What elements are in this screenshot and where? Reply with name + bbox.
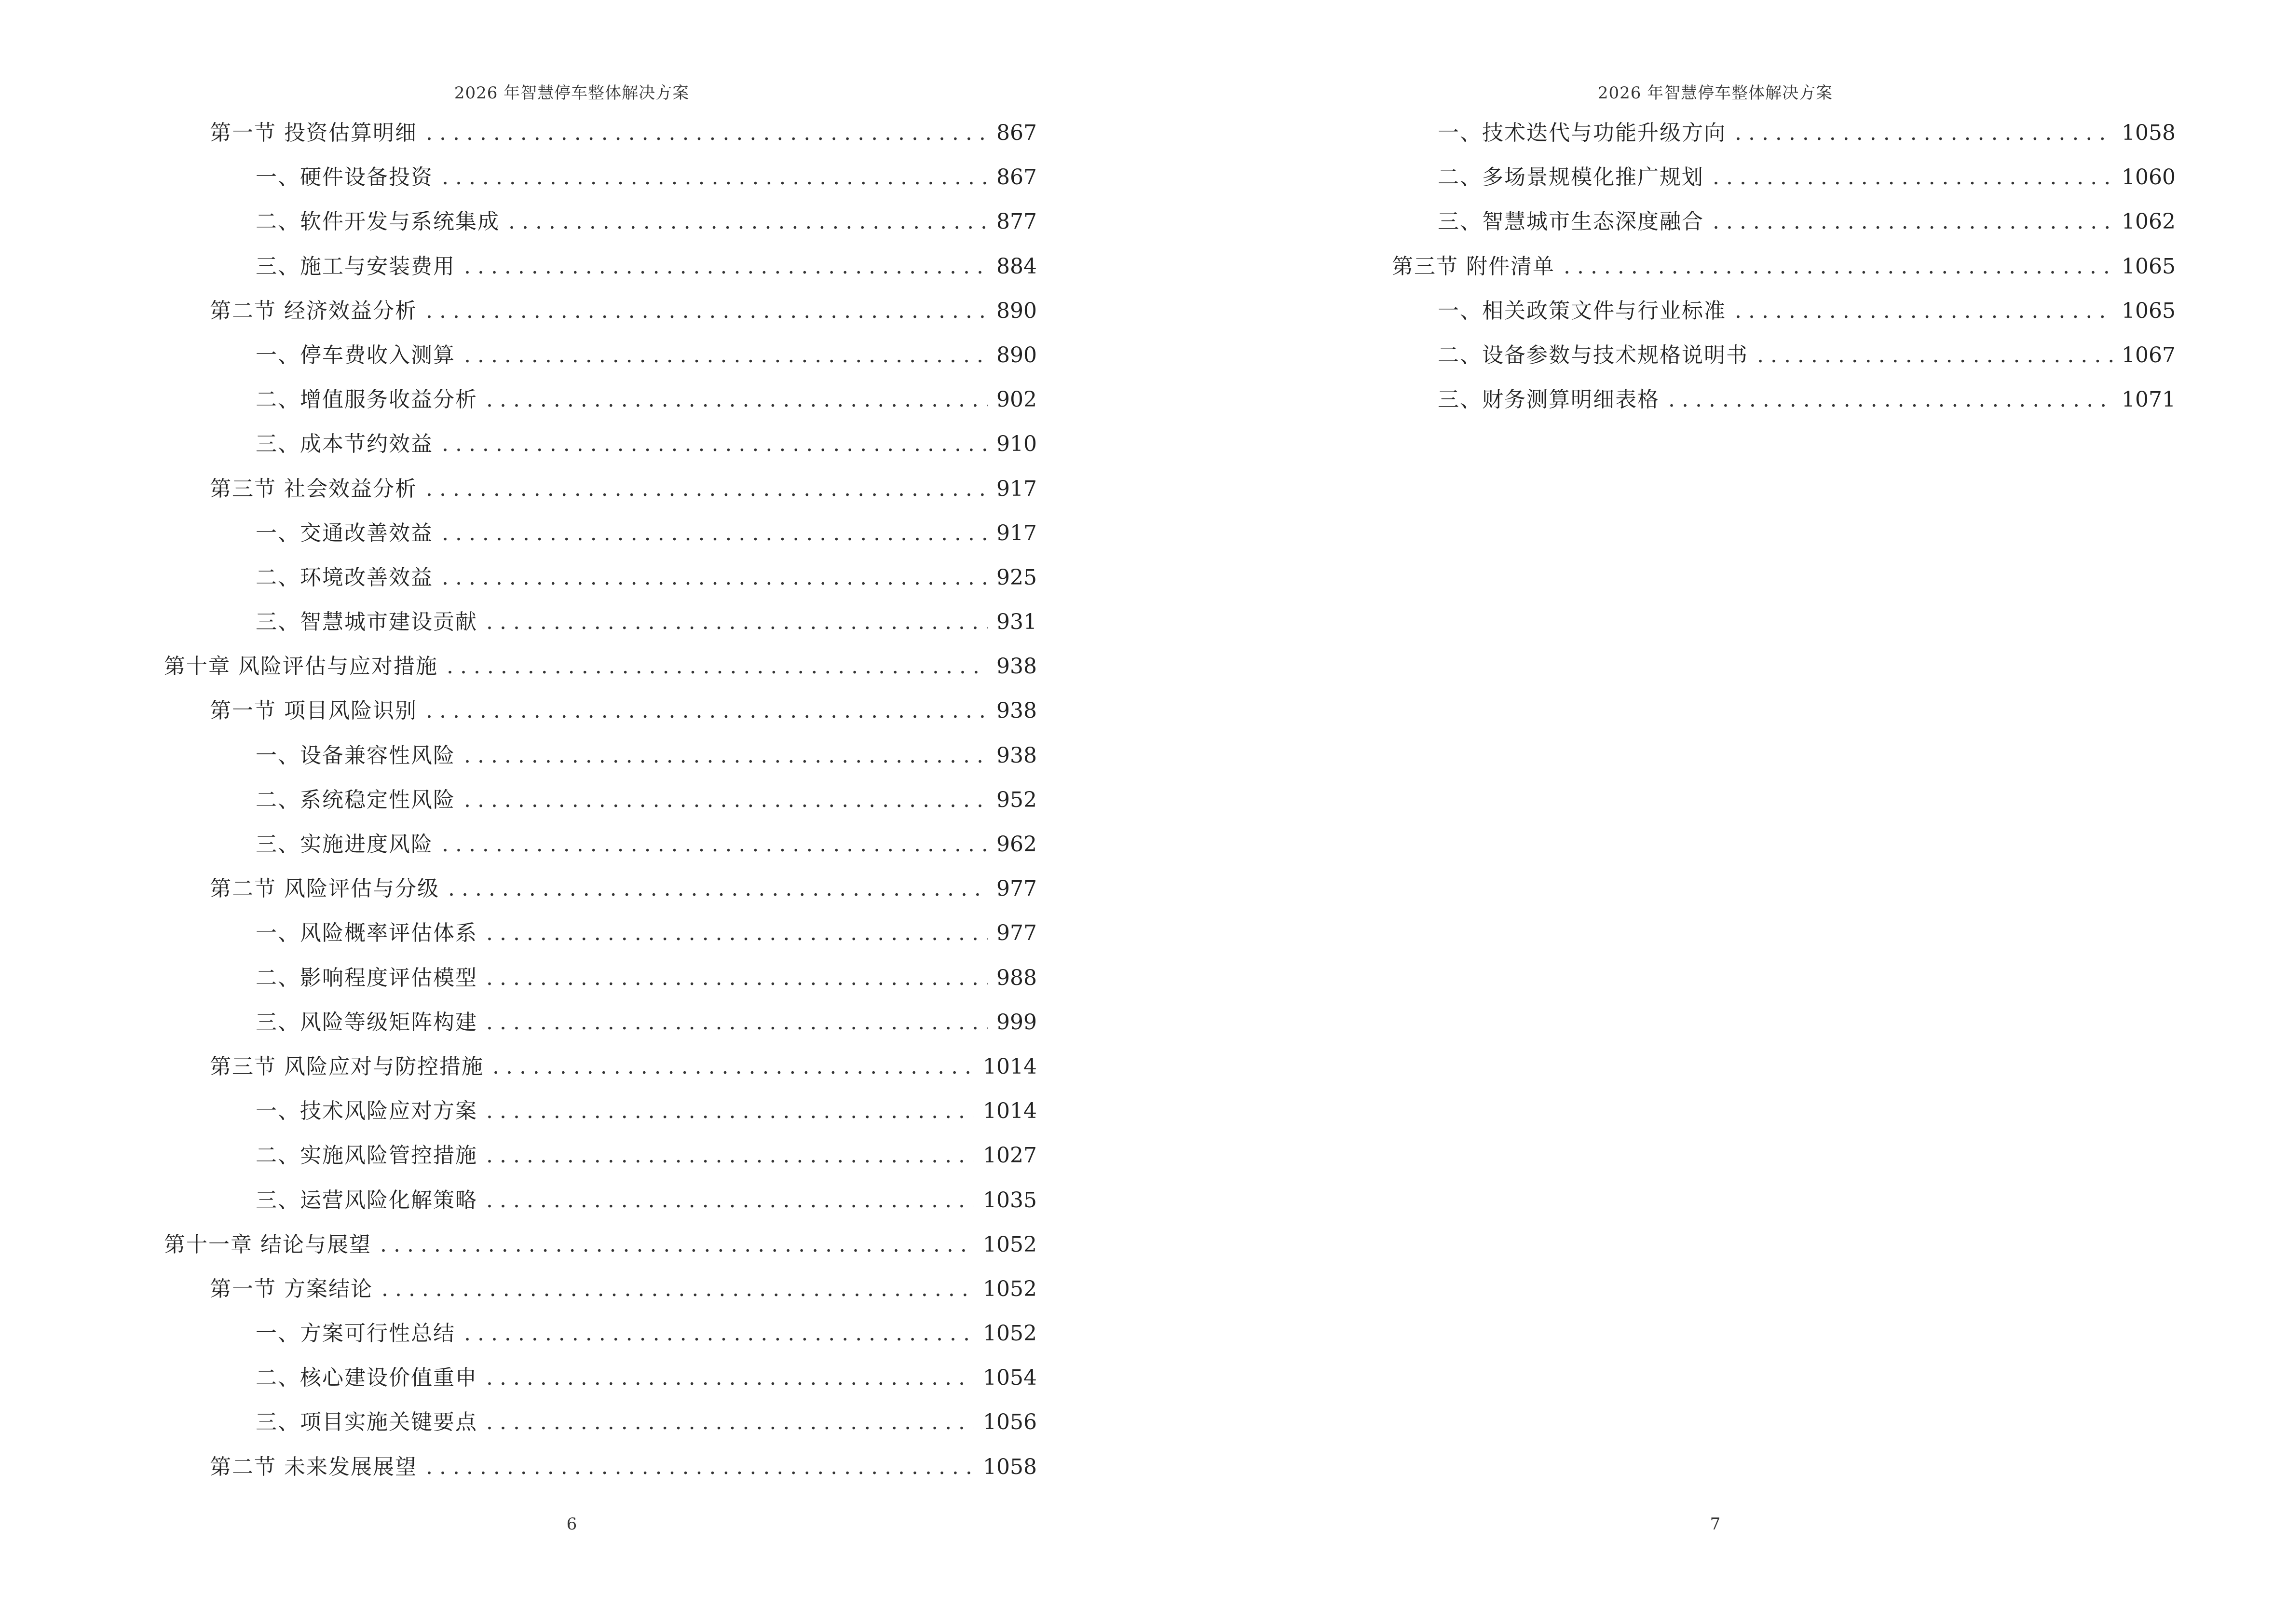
toc-dot-leader — [1757, 333, 2113, 378]
toc-entry-label: 二、软件开发与系统集成 — [256, 209, 500, 234]
toc-entry-item[interactable] — [164, 734, 1037, 778]
toc-entry-item[interactable] — [164, 1400, 1037, 1445]
toc-entry-label: 第一节 方案结论 — [210, 1276, 373, 1301]
toc-entry-page-number: 877 — [996, 209, 1037, 234]
toc-entry-page-number: 999 — [996, 1010, 1037, 1035]
toc-dot-leader — [448, 867, 988, 911]
toc-dot-leader — [486, 600, 988, 644]
toc-entry-label: 第二节 未来发展展望 — [210, 1454, 417, 1479]
toc-entry-page-number: 1065 — [2122, 254, 2176, 279]
toc-dot-leader — [486, 1400, 974, 1445]
toc-entry-label: 三、智慧城市生态深度融合 — [1438, 209, 1704, 234]
toc-entry-item[interactable] — [164, 1178, 1037, 1223]
toc-entry-page-number: 977 — [996, 876, 1037, 901]
toc-entry-page-number: 1035 — [983, 1187, 1037, 1213]
toc-dot-leader — [1668, 378, 2113, 422]
toc-entry-page-number: 917 — [996, 476, 1037, 501]
toc-entry-section[interactable] — [164, 467, 1037, 511]
toc-entry-page-number: 1052 — [983, 1232, 1037, 1257]
toc-entry-section[interactable] — [1346, 245, 2176, 289]
page-number: 6 — [566, 1515, 577, 1534]
page-number: 7 — [1710, 1515, 1721, 1534]
toc-entry-section[interactable] — [164, 689, 1037, 733]
toc-entry-page-number: 884 — [996, 254, 1037, 279]
toc-entry-item[interactable] — [164, 1356, 1037, 1400]
toc-entry-item[interactable] — [164, 333, 1037, 378]
toc-entry-page-number: 917 — [996, 520, 1037, 546]
toc-entry-label: 第十一章 结论与展望 — [164, 1232, 371, 1257]
toc-entry-item[interactable] — [1346, 155, 2176, 200]
toc-entry-label: 一、相关政策文件与行业标准 — [1438, 298, 1726, 323]
toc-dot-leader — [486, 1000, 988, 1045]
toc-entry-item[interactable] — [164, 422, 1037, 466]
toc-entry-page-number: 962 — [996, 832, 1037, 857]
toc-entry-label: 第一节 投资估算明细 — [210, 121, 417, 145]
toc-entry-item[interactable] — [1346, 333, 2176, 378]
toc-dot-leader — [486, 378, 988, 422]
toc-entry-section[interactable] — [164, 1045, 1037, 1089]
toc-dot-leader — [426, 467, 988, 511]
toc-entry-item[interactable] — [164, 378, 1037, 422]
toc-entry-page-number: 952 — [996, 787, 1037, 812]
toc-dot-leader — [486, 1356, 974, 1400]
toc-entry-page-number: 867 — [996, 165, 1037, 190]
toc-dot-leader — [380, 1223, 974, 1267]
toc-entry-label: 第十章 风险评估与应对措施 — [164, 654, 438, 679]
toc-entry-page-number: 925 — [996, 565, 1037, 590]
toc-entry-page-number: 1054 — [983, 1365, 1037, 1391]
toc-dot-leader — [464, 734, 988, 778]
toc-entry-page-number: 1056 — [983, 1410, 1037, 1435]
toc-entry-page-number: 938 — [996, 743, 1037, 768]
toc-entry-section[interactable] — [164, 1445, 1037, 1489]
toc-entry-item[interactable] — [164, 1133, 1037, 1178]
toc-dot-leader — [426, 289, 988, 333]
toc-entry-label: 一、方案可行性总结 — [256, 1321, 455, 1346]
toc-entry-label: 第三节 社会效益分析 — [210, 476, 417, 501]
toc-dot-leader — [486, 1178, 974, 1223]
toc-entry-label: 二、增值服务收益分析 — [256, 387, 477, 412]
toc-dot-leader — [426, 111, 988, 155]
toc-entry-label: 三、智慧城市建设贡献 — [256, 610, 477, 635]
toc-entry-label: 第一节 项目风险识别 — [210, 698, 417, 723]
toc-dot-leader — [426, 689, 988, 733]
toc-entry-chapter[interactable] — [164, 1223, 1037, 1267]
toc-entry-page-number: 1071 — [2122, 387, 2176, 412]
toc-dot-leader — [1713, 200, 2113, 244]
page-header: 2026 年智慧停车整体解决方案 — [1597, 83, 1833, 103]
toc-entry-label: 二、系统稳定性风险 — [256, 787, 455, 812]
toc-dot-leader — [442, 822, 988, 867]
toc-entry-label: 一、交通改善效益 — [256, 520, 433, 546]
toc-entry-label: 二、设备参数与技术规格说明书 — [1438, 342, 1748, 368]
toc-dot-leader — [447, 644, 988, 689]
toc-entry-section[interactable] — [164, 111, 1037, 155]
toc-entry-section[interactable] — [164, 1267, 1037, 1311]
toc-dot-leader — [464, 778, 988, 822]
toc-list — [164, 111, 1037, 1489]
toc-entry-section[interactable] — [164, 289, 1037, 333]
toc-dot-leader — [486, 1089, 974, 1133]
toc-dot-leader — [486, 956, 988, 1000]
toc-entry-label: 一、硬件设备投资 — [256, 165, 433, 190]
toc-entry-item[interactable] — [164, 200, 1037, 244]
toc-entry-item[interactable] — [1346, 289, 2176, 333]
toc-entry-section[interactable] — [164, 867, 1037, 911]
page-right — [1144, 0, 2287, 1624]
toc-entry-page-number: 902 — [996, 387, 1037, 412]
toc-entry-label: 三、实施进度风险 — [256, 832, 433, 857]
toc-entry-label: 三、风险等级矩阵构建 — [256, 1010, 477, 1035]
toc-entry-page-number: 1060 — [2122, 165, 2176, 190]
toc-entry-item[interactable] — [164, 155, 1037, 200]
toc-entry-item[interactable] — [164, 511, 1037, 556]
toc-dot-leader — [426, 1445, 974, 1489]
toc-entry-page-number: 1062 — [2122, 209, 2176, 234]
toc-entry-page-number: 1052 — [983, 1321, 1037, 1346]
toc-dot-leader — [492, 1045, 974, 1089]
toc-dot-leader — [1564, 245, 2113, 289]
toc-entry-item[interactable] — [164, 600, 1037, 644]
toc-entry-label: 一、技术迭代与功能升级方向 — [1438, 121, 1726, 145]
toc-entry-label: 第二节 经济效益分析 — [210, 298, 417, 323]
toc-entry-item[interactable] — [164, 1311, 1037, 1356]
toc-dot-leader — [442, 511, 988, 556]
toc-dot-leader — [1735, 289, 2113, 333]
toc-entry-item[interactable] — [164, 245, 1037, 289]
toc-entry-item[interactable] — [164, 1089, 1037, 1133]
toc-entry-label: 三、项目实施关键要点 — [256, 1410, 477, 1435]
toc-entry-label: 二、环境改善效益 — [256, 565, 433, 590]
toc-entry-label: 二、多场景规模化推广规划 — [1438, 165, 1704, 190]
toc-dot-leader — [442, 556, 988, 600]
toc-entry-page-number: 931 — [996, 610, 1037, 635]
toc-entry-page-number: 890 — [996, 298, 1037, 323]
page-header: 2026 年智慧停车整体解决方案 — [454, 83, 690, 103]
toc-entry-label: 二、实施风险管控措施 — [256, 1143, 477, 1168]
toc-entry-page-number: 867 — [996, 121, 1037, 145]
toc-dot-leader — [442, 422, 988, 466]
toc-entry-page-number: 1058 — [983, 1454, 1037, 1479]
toc-entry-item[interactable] — [164, 956, 1037, 1000]
toc-dot-leader — [486, 911, 988, 955]
toc-entry-page-number: 938 — [996, 654, 1037, 679]
toc-dot-leader — [464, 333, 988, 378]
toc-dot-leader — [508, 200, 988, 244]
toc-entry-label: 一、风险概率评估体系 — [256, 921, 477, 946]
toc-entry-label: 二、核心建设价值重申 — [256, 1365, 477, 1391]
toc-entry-page-number: 1065 — [2122, 298, 2176, 323]
toc-entry-item[interactable] — [1346, 200, 2176, 244]
toc-entry-label: 三、成本节约效益 — [256, 432, 433, 457]
toc-entry-item[interactable] — [1346, 378, 2176, 422]
toc-entry-label: 一、设备兼容性风险 — [256, 743, 455, 768]
toc-entry-label: 一、停车费收入测算 — [256, 342, 455, 368]
toc-entry-page-number: 977 — [996, 921, 1037, 946]
toc-entry-page-number: 910 — [996, 432, 1037, 457]
toc-entry-item[interactable] — [164, 556, 1037, 600]
toc-entry-page-number: 1014 — [983, 1099, 1037, 1124]
toc-list — [1346, 111, 2176, 422]
toc-entry-item[interactable] — [164, 778, 1037, 822]
toc-entry-page-number: 1014 — [983, 1054, 1037, 1079]
toc-entry-label: 第三节 风险应对与防控措施 — [210, 1054, 484, 1079]
toc-entry-label: 三、施工与安装费用 — [256, 254, 455, 279]
toc-entry-page-number: 988 — [996, 965, 1037, 990]
toc-entry-label: 二、影响程度评估模型 — [256, 965, 477, 990]
toc-entry-label: 第二节 风险评估与分级 — [210, 876, 439, 901]
toc-entry-page-number: 938 — [996, 698, 1037, 723]
toc-dot-leader — [442, 155, 988, 200]
toc-entry-label: 三、财务测算明细表格 — [1438, 387, 1660, 412]
toc-entry-item[interactable] — [164, 911, 1037, 955]
toc-entry-page-number: 890 — [996, 342, 1037, 368]
toc-entry-label: 第三节 附件清单 — [1392, 254, 1555, 279]
toc-entry-item[interactable] — [164, 822, 1037, 867]
toc-entry-item[interactable] — [1346, 111, 2176, 155]
toc-dot-leader — [1735, 111, 2113, 155]
toc-dot-leader — [381, 1267, 974, 1311]
toc-entry-label: 三、运营风险化解策略 — [256, 1187, 477, 1213]
toc-dot-leader — [486, 1133, 974, 1178]
toc-entry-page-number: 1052 — [983, 1276, 1037, 1301]
toc-entry-item[interactable] — [164, 1000, 1037, 1045]
toc-entry-page-number: 1067 — [2122, 342, 2176, 368]
toc-entry-label: 一、技术风险应对方案 — [256, 1099, 477, 1124]
toc-dot-leader — [464, 1311, 974, 1356]
toc-entry-page-number: 1027 — [983, 1143, 1037, 1168]
toc-dot-leader — [464, 245, 988, 289]
toc-entry-page-number: 1058 — [2122, 121, 2176, 145]
toc-dot-leader — [1713, 155, 2113, 200]
toc-entry-chapter[interactable] — [164, 644, 1037, 689]
